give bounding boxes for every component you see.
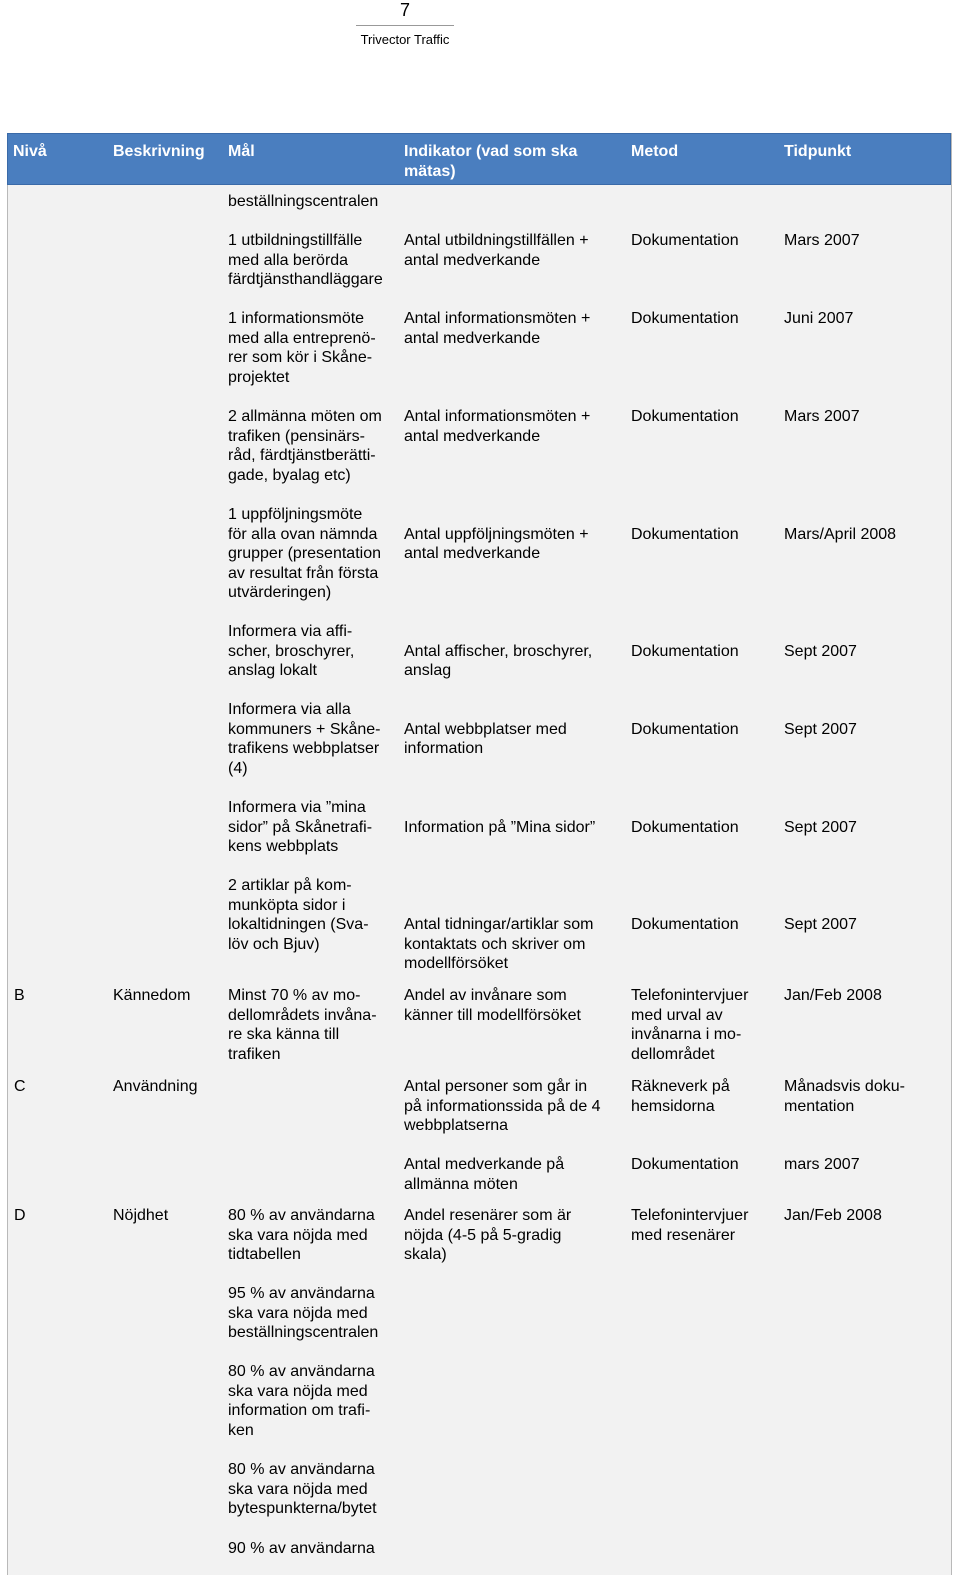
table-cell-indikator: Antal utbildningstillfällen + antal medverkande — [404, 232, 589, 269]
table-cell-tidpunkt: Mars 2007 — [784, 408, 860, 425]
table-cell-indikator: Antal tidningar/artiklar som kontaktats och skriver om modellförsöket — [404, 916, 594, 973]
table-cell-niva: C — [14, 1078, 26, 1095]
table-cell-tidpunkt: Sept 2007 — [784, 916, 857, 933]
table-cell-mal: 95 % av användarna ska vara nöjda med beställningscentralen — [228, 1285, 379, 1342]
header-title: Trivector Traffic — [360, 32, 450, 47]
header-divider — [356, 25, 454, 26]
evaluation-table — [7, 133, 952, 1575]
table-cell-mal: Informera via affi- scher, broschyrer, anslag lokalt — [228, 623, 355, 680]
table-cell-metod: Dokumentation — [631, 720, 739, 738]
table-cell-indikator: Antal personer som går in på informationssida på de 4 webbplatserna — [404, 1078, 601, 1135]
table-cell-metod: Telefonintervjuer med urval av invånarna i mo- dellområdet — [631, 987, 749, 1063]
page-number: 7 — [399, 0, 410, 20]
table-cell-niva: B — [14, 987, 25, 1004]
column-header-tidpunkt: Tidpunkt — [784, 143, 852, 160]
table-cell-tidpunkt: Mars/April 2008 — [784, 525, 897, 543]
table-cell-tidpunkt: Jan/Feb 2008 — [784, 987, 882, 1004]
table-cell-indikator: Antal affischer, broschyrer, anslag — [404, 642, 593, 680]
table-cell-mal: Minst 70 % av mo- dellområdets invåna- re ska känna till trafiken — [228, 987, 377, 1063]
table-cell-tidpunkt: Sept 2007 — [784, 818, 857, 836]
table-cell-beskrivning: Användning — [113, 1078, 198, 1095]
column-header-niva: Nivå — [13, 143, 47, 160]
table-cell-mal: 80 % av användarna ska vara nöjda med tidtabellen — [228, 1207, 375, 1264]
table-cell-mal: 90 % av användarna — [228, 1540, 375, 1557]
table-cell-indikator: Andel resenärer som är nöjda (4-5 på 5-gradig skala) — [404, 1207, 572, 1264]
table-header-row — [7, 133, 951, 185]
table-cell-metod: Dokumentation — [631, 310, 739, 327]
table-cell-indikator: Antal informationsmöten + antal medverkande — [404, 310, 591, 347]
table-cell-mal: 2 allmänna möten om trafiken (pensinärs- råd, färdtjänstberätti- gade, byalag etc) — [228, 408, 382, 484]
table-cell-mal: 2 artiklar på kom- munköpta sidor i lokaltidningen (Sva- löv och Bjuv) — [228, 877, 369, 953]
table-cell-tidpunkt: Sept 2007 — [784, 642, 857, 660]
table-cell-indikator: Antal webbplatser med information — [404, 720, 567, 758]
table-cell-metod: Dokumentation — [631, 232, 739, 249]
table-cell-tidpunkt: Jan/Feb 2008 — [784, 1207, 882, 1224]
table-cell-beskrivning: Kännedom — [113, 987, 191, 1004]
table-cell-metod: Räkneverk på hemsidorna — [631, 1078, 730, 1115]
table-cell-metod: Dokumentation — [631, 525, 739, 543]
table-cell-indikator: Andel av invånare som känner till modellförsöket — [404, 987, 581, 1024]
table-cell-indikator: Antal medverkande på allmänna möten — [404, 1156, 565, 1193]
table-cell-metod: Dokumentation — [631, 642, 739, 660]
table-cell-tidpunkt: mars 2007 — [784, 1156, 860, 1173]
table-cell-niva: D — [14, 1207, 26, 1224]
table-cell-indikator: Information på ”Mina sidor” — [404, 818, 596, 836]
table-cell-mal: 1 utbildningstillfälle med alla berörda färdtjänsthandläggare — [228, 232, 383, 289]
table-cell-mal: 1 uppföljningsmöte för alla ovan nämnda grupper (presentation av resultat från första utvärderingen) — [228, 506, 381, 602]
column-header-metod: Metod — [631, 143, 679, 160]
table-cell-metod: Dokumentation — [631, 916, 739, 933]
table-cell-tidpunkt: Mars 2007 — [784, 232, 860, 249]
table-cell-beskrivning: Nöjdhet — [113, 1207, 169, 1224]
table-cell-indikator: Antal informationsmöten + antal medverkande — [404, 408, 591, 445]
table-cell-metod: Dokumentation — [631, 818, 739, 836]
table-cell-metod: Telefonintervjuer med resenärer — [631, 1207, 749, 1244]
table-cell-mal: Informera via alla kommuners + Skåne- trafikens webbplatser (4) — [228, 701, 381, 777]
table-cell-metod: Dokumentation — [631, 1156, 739, 1173]
table-cell-mal: 1 informationsmöte med alla entreprenö- rer som kör i Skåne- projektet — [228, 310, 376, 386]
table-cell-mal: 80 % av användarna ska vara nöjda med bytespunkterna/bytet — [228, 1461, 377, 1518]
table-cell-mal: Informera via ”mina sidor” på Skånetrafi- kens webbplats — [228, 799, 373, 856]
column-header-mal: Mål — [228, 143, 255, 160]
table-cell-metod: Dokumentation — [631, 408, 739, 425]
column-header-indikator: Indikator (vad som ska mätas) — [404, 143, 578, 180]
table-cell-tidpunkt: Juni 2007 — [784, 310, 854, 327]
table-cell-indikator: Antal uppföljningsmöten + antal medverkande — [404, 525, 589, 563]
table-cell-mal: beställningscentralen — [228, 193, 379, 210]
column-header-beskrivning: Beskrivning — [113, 143, 205, 160]
table-cell-tidpunkt: Sept 2007 — [784, 720, 857, 738]
table-cell-tidpunkt: Månadsvis doku- mentation — [784, 1078, 905, 1115]
table-cell-mal: 80 % av användarna ska vara nöjda med information om trafi- ken — [228, 1363, 375, 1439]
